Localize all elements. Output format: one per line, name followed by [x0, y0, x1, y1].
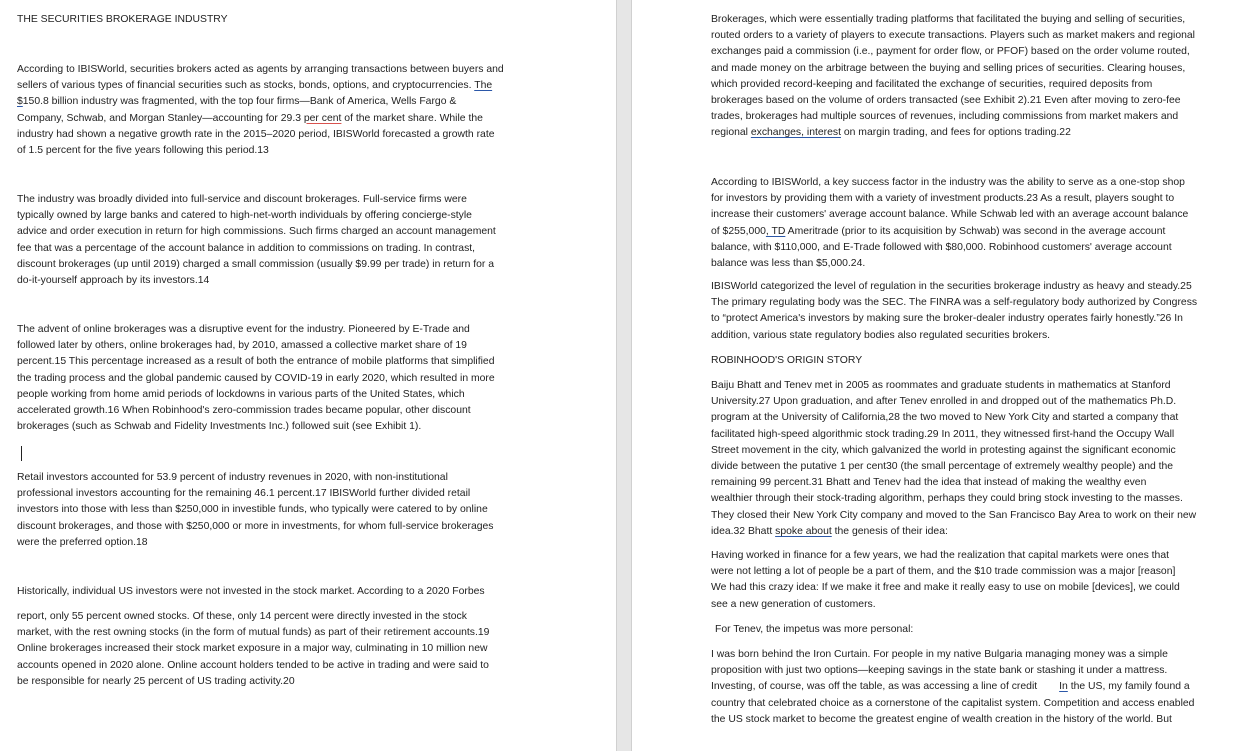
section-heading-securities-brokerage: THE SECURITIES BROKERAGE INDUSTRY: [17, 14, 228, 25]
text-line: According to IBISWorld, securities brokers acted as agents by arranging transactions between buyers and: [17, 64, 504, 75]
text-line: addition, various state regulatory bodies also regulated securities brokers.: [711, 329, 1051, 341]
tracked-change-link[interactable]: The: [474, 80, 493, 92]
text-line: [711, 125, 1247, 141]
text-line: discount brokerages (up until 2019) charged a small commission (usually $9.99 per trade) in return for a: [17, 258, 495, 270]
text-line: market, with the rest owning stocks (in the form of mutual funds) as part of their retirement accounts.19: [17, 627, 490, 639]
text-line: balance, with $110,000, and E-Trade followed with $80,000. Robinhood customers' average account: [711, 241, 1172, 253]
text-line: which provided record-keeping and facilitated the exchange of securities, required deposits from: [711, 78, 1153, 90]
text-line: [711, 524, 1247, 540]
text-line: typically owned by large banks and catered to high-net-worth individuals by offering concierge-style: [17, 210, 472, 222]
text-line: According to IBISWorld, a key success factor in the industry was the ability to serve as a one-stop shop: [711, 177, 1185, 188]
right-document-page[interactable]: [632, 0, 1251, 751]
text-line: discount brokerages, and those with $250,000 or more in investments, for whom full-service brokerages: [17, 520, 494, 532]
text-line: trades, brokerages had multiple sources of revenues, including commissions from market makers and: [711, 111, 1179, 123]
paragraph-origin-story[interactable]: [711, 378, 1247, 540]
text-line: for investors by providing them with a variety of investment products.23 As a result, players sought to: [711, 193, 1175, 205]
tracked-change-link[interactable]: spoke about: [775, 525, 832, 537]
text-line: to “protect America's investors by making sure the broker-dealer industry operates fairly honestly.”26 In: [711, 313, 1183, 325]
text-line: exchanges paid a commission (i.e., payment for order flow, or PFOF) based on the order volume routed,: [711, 46, 1190, 58]
text-line: accounts opened in 2020 alone. Online account holders tended to be active in trading and were said to: [17, 659, 489, 671]
paragraph-key-success-factor[interactable]: [711, 175, 1247, 272]
text-line: country that celebrated choice as a cornerstone of the capitalist system. Competition and access enabled: [711, 697, 1195, 709]
text-line: [17, 111, 607, 127]
text-line: I was born behind the Iron Curtain. For people in my native Bulgaria managing money was a simple: [711, 649, 1168, 660]
text-run: 150.8 billion industry was fragmented, with the top four firms—Bank of America, Wells Fargo &: [22, 96, 457, 108]
paragraph-industry-overview[interactable]: [17, 62, 607, 159]
text-line: were not letting a lot of people be a part of them, and the $10 trade commission was a major [reason]: [711, 566, 1176, 578]
text-line: report, only 55 percent owned stocks. Of these, only 14 percent were directly invested in the stock: [17, 611, 467, 622]
text-line: wealthier through their stock-trading algorithm, perhaps they could bring stock investing to the masses.: [711, 493, 1183, 505]
text-run: idea.32 Bhatt: [711, 525, 776, 537]
text-line: were the preferred option.18: [17, 536, 148, 548]
page-gutter: [616, 0, 632, 751]
text-line: divide between the putative 1 per cent30 (the small percentage of extremely wealthy people) and the: [711, 461, 1174, 473]
paragraph-regulation[interactable]: [711, 279, 1247, 344]
tracked-change-link[interactable]: $: [17, 96, 23, 108]
paragraph-full-service-vs-discount[interactable]: [17, 192, 607, 289]
spelling-error-word[interactable]: per cent: [303, 112, 342, 124]
text-line: [17, 78, 607, 94]
paragraph-online-brokerages[interactable]: [17, 322, 607, 435]
text-line: The industry was broadly divided into full-service and discount brokerages. Full-service firms were: [17, 194, 467, 205]
text-line: investors into those with less than $250,000 in investible funds, who typically were catered to by online: [17, 504, 488, 516]
tracked-change-link[interactable]: exchanges, interest: [750, 127, 841, 139]
text-line: the US stock market to become the greatest engine of wealth creation in the history of the world. But: [711, 713, 1172, 725]
text-line: remaining 99 percent.31 Bhatt and Tenev had the idea that instead of making the wealthy even: [711, 477, 1147, 489]
text-line: Baiju Bhatt and Tenev met in 2005 as roommates and graduate students in mathematics at Stanford: [711, 380, 1171, 391]
text-line: Retail investors accounted for 53.9 percent of industry revenues in 2020, with non-institutional: [17, 472, 448, 483]
text-line: industry had shown a negative growth rate in the 2015–2020 period, IBISWorld forecasted a growth rate: [17, 128, 495, 140]
block-quote-tenev[interactable]: [711, 647, 1247, 728]
text-line: [711, 679, 1247, 695]
text-line: program at the University of California,28 the two moved to New York City and started a company that: [711, 412, 1179, 424]
text-run: regional: [711, 127, 751, 139]
text-line: of 1.5 percent for the five years following this period.13: [17, 145, 269, 157]
text-line: [17, 94, 607, 110]
paragraph-historical-investors[interactable]: [17, 609, 607, 690]
text-line: brokerages based on the volume of orders transacted (see Exhibit 2).21 Even after moving to zero-fee: [711, 95, 1181, 107]
left-document-page[interactable]: [0, 0, 616, 751]
text-line: The advent of online brokerages was a disruptive event for the industry. Pioneered by E-Trade and: [17, 324, 470, 335]
text-line: Brokerages, which were essentially trading platforms that facilitated the buying and selling of securities,: [711, 14, 1186, 25]
block-quote-bhatt[interactable]: [711, 548, 1247, 613]
text-line: do-it-yourself approach by its investors.14: [17, 275, 210, 287]
text-line: balance was less than $5,000.24.: [711, 258, 866, 270]
text-cursor-caret: [21, 446, 22, 461]
text-run: of $255,000: [711, 225, 766, 237]
text-line: and made money on the arbitrage between the buying and selling prices of securities. Clearing houses,: [711, 62, 1186, 74]
text-run: Company, Schwab, and Morgan Stanley—accounting for 29.3: [17, 112, 304, 124]
text-run: of the market share. While the: [341, 112, 483, 124]
text-line: Online brokerages increased their stock market exposure in a major way, culminating in 10 million new: [17, 643, 488, 655]
section-heading-robinhood-origin: ROBINHOOD'S ORIGIN STORY: [711, 355, 863, 366]
paragraph-tenev-intro[interactable]: For Tenev, the impetus was more personal:: [715, 624, 914, 635]
text-line: [711, 224, 1247, 240]
text-line: facilitated high-speed algorithmic stock trading.29 In 2011, they witnessed first-hand the Occupy Wall: [711, 428, 1175, 440]
text-line: Street movement in the city, which galvanized the world in protesting against the significant economic: [711, 444, 1176, 456]
text-line: routed orders to a variety of players to execute transactions. Players such as market makers and regional: [711, 30, 1195, 42]
paragraph-retail-investors[interactable]: [17, 470, 607, 551]
text-line: be responsible for nearly 25 percent of US trading activity.20: [17, 675, 295, 687]
text-line: fee that was a percentage of the account balance in addition to commissions on trading. In contrast,: [17, 242, 476, 254]
text-run: Ameritrade (prior to its acquisition by Schwab) was second in the average account: [785, 225, 1166, 237]
text-line: We had this crazy idea: If we make it free and make it really easy to use on mobile [devices], we could: [711, 582, 1180, 594]
tracked-change-link[interactable]: , TD: [765, 225, 786, 237]
text-line: see a new generation of customers.: [711, 598, 876, 610]
text-run: sellers of various types of financial securities such as stocks, bonds, options, and cryptocurrencies.: [17, 80, 475, 92]
text-line: The primary regulating body was the SEC. The FINRA was a self-regulatory body authorized by Congress: [711, 297, 1198, 309]
text-line: percent.15 This percentage increased as a result of both the entrance of mobile platforms that simplified: [17, 356, 495, 368]
text-line: people working from home amid periods of lockdowns in various parts of the United States, which: [17, 388, 465, 400]
text-line: accelerated growth.16 When Robinhood's zero-commission trades became popular, other discount: [17, 405, 471, 417]
text-line: proposition with just two options—keeping savings in the state bank or stashing it under a mattress.: [711, 665, 1168, 677]
text-run: on margin trading, and fees for options trading.22: [840, 127, 1071, 139]
text-line: increase their customers' average account balance. While Schwab led with an average account balance: [711, 209, 1189, 221]
paragraph-historical-first-line[interactable]: Historically, individual US investors were not invested in the stock market. According to a 2020 Forbes: [17, 586, 485, 597]
text-line: brokerages (such as Schwab and Fidelity Investments Inc.) followed suit (see Exhibit 1).: [17, 421, 422, 433]
text-line: followed later by others, online brokerages had, by 2010, amassed a collective market share of 19: [17, 340, 467, 352]
text-line: University.27 Upon graduation, and after Tenev enrolled in and dropped out of the mathematics Ph.D.: [711, 396, 1177, 408]
text-line: IBISWorld categorized the level of regulation in the securities brokerage industry as heavy and steady.25: [711, 281, 1192, 292]
text-run: Investing, of course, was off the table, as was accessing a line of credit: [711, 681, 1038, 693]
tracked-change-link[interactable]: In: [1059, 681, 1068, 693]
text-line: professional investors accounting for the remaining 46.1 percent.17 IBISWorld further divided retail: [17, 488, 471, 500]
text-line: They closed their New York City company and moved to the San Francisco Bay Area to work on their new: [711, 509, 1197, 521]
text-line: advice and order execution in return for high commissions. Such firms charged an account management: [17, 226, 496, 238]
text-run: the genesis of their idea:: [831, 525, 948, 537]
paragraph-brokerage-revenue[interactable]: [711, 12, 1247, 142]
text-run: the US, my family found a: [1067, 681, 1190, 693]
text-line: the trading process and the global pandemic caused by COVID-19 in early 2020, which resulted in more: [17, 372, 495, 384]
text-line: Having worked in finance for a few years, we had the realization that capital markets were ones that: [711, 550, 1170, 561]
